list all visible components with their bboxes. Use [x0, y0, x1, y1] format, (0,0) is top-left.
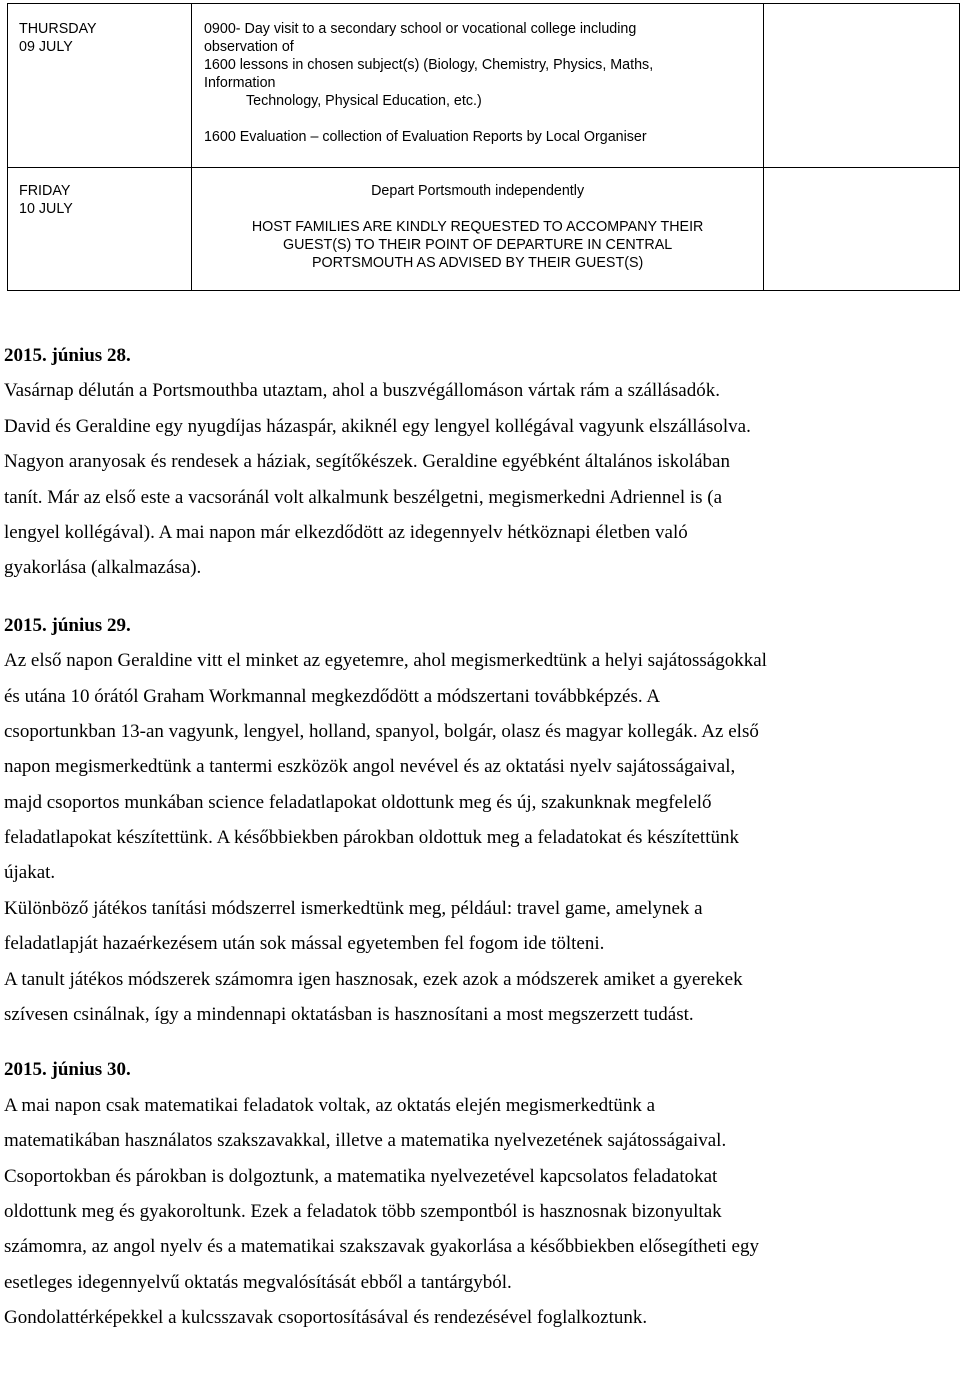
evaluation-line: 1600 Evaluation – collection of Evaluation Reports by Local Organiser: [203, 129, 647, 145]
entry-line: Vasárnap délután a Portsmouthba utaztam, ahol a buszvégállomáson vártak rám a szállásadók.: [4, 380, 720, 402]
entry-line: napon megismerkedtünk a tantermi eszközök angol nevével és az oktatási nyelv sajátosságaival,: [4, 756, 736, 778]
entry-line: Az első napon Geraldine vitt el minket az egyetemre, ahol megismerkedtünk a helyi sajátosságokkal: [4, 650, 767, 672]
entry-line: Csoportokban és párokban is dolgoztunk, a matematika nyelvezetével kapcsolatos feladatokat: [4, 1165, 718, 1187]
activity-line: Technology, Physical Education, etc.): [245, 93, 482, 109]
entry-line: David és Geraldine egy nyugdíjas házaspár, akiknél egy lengyel kollégával vagyunk elszállásolva.: [4, 415, 751, 437]
diary-entry: [4, 608, 960, 1033]
entry-date: 2015. június 30.: [4, 1059, 131, 1081]
entry-line: esetleges idegennyelvű oktatás megvalósítását ebből a tantárgyból.: [4, 1271, 512, 1293]
entry-line: Különböző játékos tanítási módszerrel ismerkedtünk meg, például: travel game, amelynek a: [4, 897, 703, 919]
day-name: THURSDAY: [19, 21, 97, 37]
entry-line: lengyel kollégával). A mai napon már elkezdődött az idegennyelv hétköznapi életben való: [4, 521, 688, 543]
entry-line: A tanult játékos módszerek számomra igen hasznosak, ezek azok a módszerek amiket a gyerekek: [4, 968, 743, 990]
day-name: FRIDAY: [19, 183, 71, 199]
notes-cell: [764, 168, 960, 291]
spacer: [4, 1032, 960, 1052]
entry-line: oldottunk meg és gyakoroltunk. Ezek a feladatok több szempontból is hasznosnak bizonyultak: [4, 1200, 722, 1222]
day-date: 10 JULY: [19, 201, 73, 217]
diary-entry: [4, 1052, 960, 1335]
day-date: 09 JULY: [19, 39, 73, 55]
activity-line: Information: [203, 75, 276, 91]
host-notice-line: GUEST(S) TO THEIR POINT OF DEPARTURE IN CENTRAL: [282, 237, 673, 253]
entry-line: matematikában használatos szakszavakkal, illetve a matematika nyelvezetének sajátosságaival.: [4, 1130, 727, 1152]
entry-date: 2015. június 29.: [4, 614, 131, 636]
entry-line: gyakorlása (alkalmazása).: [4, 557, 202, 579]
host-notice-line: HOST FAMILIES ARE KINDLY REQUESTED TO ACCOMPANY THEIR: [251, 219, 704, 235]
activity-cell: [191, 168, 763, 291]
entry-line: Gondolattérképekkel a kulcsszavak csoportosításával és rendezésével foglalkoztunk.: [4, 1307, 648, 1329]
entry-line: újakat.: [4, 862, 56, 884]
entry-line: csoportunkban 13-an vagyunk, lengyel, holland, spanyol, bolgár, olasz és magyar kollegák. Az első: [4, 720, 759, 742]
activity-line: observation of: [203, 39, 294, 55]
entry-line: feladatlapját hazaérkezésem után sok mással egyetemben fel fogom ide tölteni.: [4, 933, 605, 955]
schedule-row-friday: [8, 168, 960, 291]
entry-line: feladatlapokat készítettünk. A későbbiekben párokban oldottuk meg a feladatokat és készítettünk: [4, 827, 739, 849]
activity-line: 1600 lessons in chosen subject(s) (Biology, Chemistry, Physics, Maths,: [203, 57, 654, 73]
entry-line: majd csoportos munkában science feladatlapokat oldottunk meg és új, szakunknak megfelelő: [4, 791, 712, 813]
entry-line: tanít. Már az első este a vacsoránál volt alkalmunk beszélgetni, megismerkedni Adriennel is (a: [4, 486, 723, 508]
entry-date: 2015. június 28.: [4, 345, 131, 366]
day-cell: [8, 168, 192, 291]
day-cell: [8, 4, 192, 168]
entry-line: Nagyon aranyosak és rendesek a háziak, segítőkészek. Geraldine egyébként általános iskolában: [4, 451, 730, 473]
entry-line: számomra, az angol nyelv és a matematikai szakszavak gyakorlása a későbbiekben elősegítheti egy: [4, 1236, 759, 1258]
entry-line: szívesen csinálnak, így a mindennapi oktatásban is hasznosítani a most megszerzett tudást.: [4, 1004, 694, 1026]
host-notice-line: PORTSMOUTH AS ADVISED BY THEIR GUEST(S): [311, 255, 644, 271]
notes-cell: [764, 4, 960, 168]
depart-line: Depart Portsmouth independently: [371, 183, 585, 199]
diary-entry: [4, 338, 960, 586]
activity-cell: [191, 4, 763, 168]
schedule-row-thursday: [8, 4, 960, 168]
diary-body: [4, 338, 960, 1336]
schedule-table: [7, 3, 960, 291]
entry-line: A mai napon csak matematikai feladatok voltak, az oktatás elején megismerkedtünk a: [4, 1094, 656, 1116]
spacer: [4, 586, 960, 608]
activity-line: 0900- Day visit to a secondary school or vocational college including: [203, 21, 637, 37]
entry-line: és utána 10 órától Graham Workmannal megkezdődött a módszertani továbbképzés. A: [4, 685, 661, 707]
